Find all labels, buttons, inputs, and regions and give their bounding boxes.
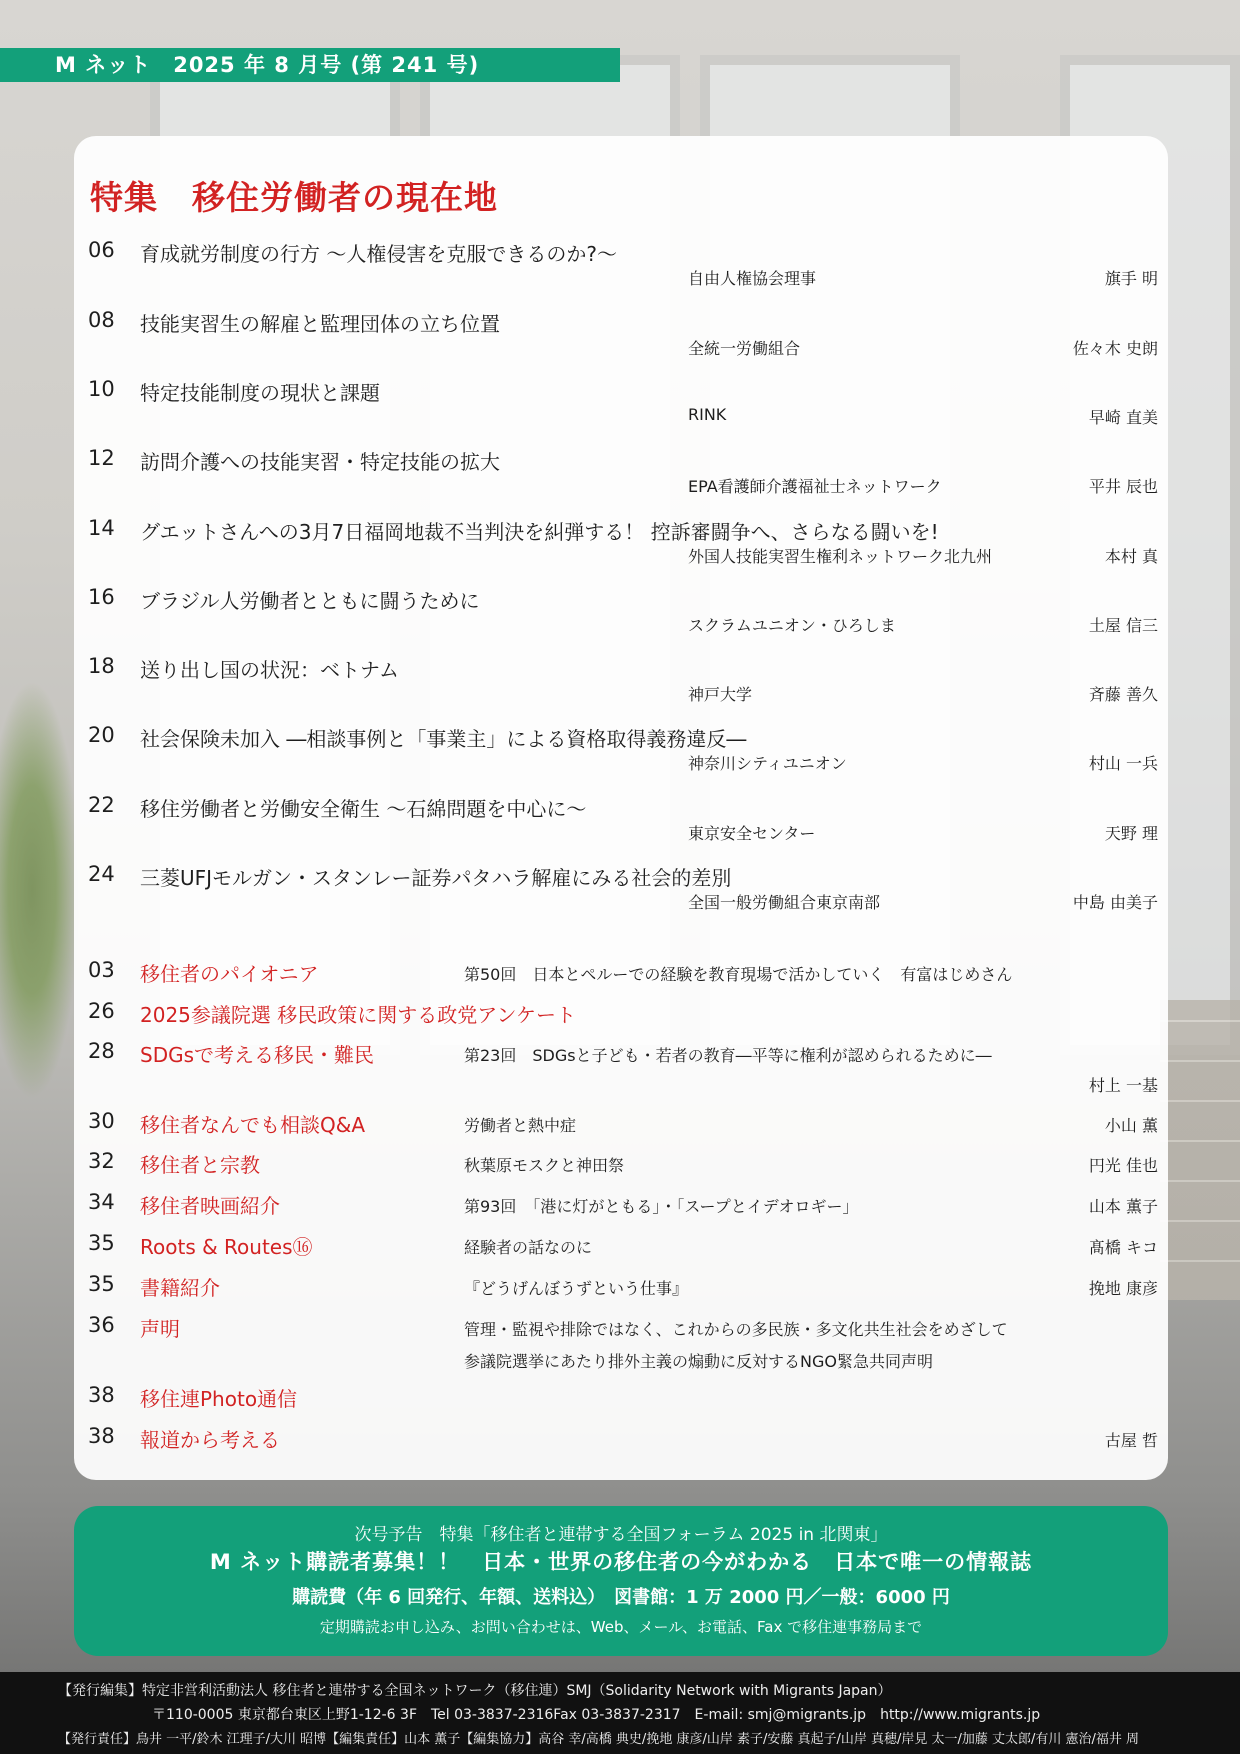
author-affiliation: RINK (688, 405, 727, 424)
author-affiliation: 全統一労働組合 (688, 339, 801, 358)
background-plant (0, 680, 80, 1100)
page-number: 16 (88, 585, 115, 609)
page-number: 28 (88, 1039, 115, 1063)
page-number: 38 (88, 1383, 115, 1407)
author-affiliation: スクラムユニオン・ひろしま (688, 616, 896, 635)
author-affiliation: 自由人権協会理事 (688, 269, 817, 288)
author-affiliation: 神戸大学 (688, 685, 753, 704)
page-number: 08 (88, 308, 115, 332)
article-title: ブラジル人労働者とともに闘うために (140, 589, 480, 613)
author-name: 旗手 明 (1104, 269, 1158, 288)
subscription-contact: 定期購読お申し込み、お問い合わせは、Web、メール、お電話、Fax で移住連事務局まで (319, 1618, 923, 1636)
page-number: 18 (88, 654, 115, 678)
background-tiles (1160, 1000, 1240, 1300)
page-number: 14 (88, 516, 115, 540)
page-number: 32 (88, 1149, 115, 1173)
page-number: 35 (88, 1231, 115, 1255)
author-affiliation: 神奈川シティユニオン (688, 754, 847, 773)
page-number: 30 (88, 1109, 115, 1133)
column-description: 経験者の話なのに (464, 1238, 593, 1257)
column-description: 『どうげんぼうずという仕事』 (464, 1279, 689, 1298)
author-name: 円光 佳也 (1088, 1156, 1158, 1175)
author-affiliation: EPA看護師介護福祉士ネットワーク (688, 477, 942, 496)
page-number: 36 (88, 1313, 115, 1337)
page-number: 26 (88, 999, 115, 1023)
author-name: 村山 一兵 (1088, 754, 1158, 773)
author-name: 佐々木 史朗 (1072, 339, 1158, 358)
author-name: 山本 薫子 (1088, 1197, 1158, 1216)
author-name: 中島 由美子 (1072, 893, 1158, 912)
author-name: 髙橋 キコ (1088, 1238, 1158, 1257)
column-title: 移住者と宗教 (140, 1153, 260, 1177)
author-name: 平井 辰也 (1088, 477, 1158, 496)
page-number: 03 (88, 958, 115, 982)
promo-box (74, 1506, 1168, 1656)
colophon (0, 1672, 1240, 1754)
author-name: 土屋 信三 (1088, 616, 1158, 635)
article-title: 社会保険未加入 ―相談事例と「事業主」による資格取得義務違反― (140, 727, 747, 751)
author-affiliation: 東京安全センター (688, 824, 816, 843)
author-name: 村上 一基 (1088, 1076, 1158, 1095)
column-title: 移住者映画紹介 (140, 1194, 280, 1218)
article-title: 訪問介護への技能実習・特定技能の拡大 (140, 450, 500, 474)
page-number: 06 (88, 238, 115, 262)
next-issue-notice: 次号予告 特集「移住者と連帯する全国フォーラム 2025 in 北関東」 (354, 1525, 888, 1545)
page-number: 20 (88, 723, 115, 747)
column-title: 書籍紹介 (140, 1276, 220, 1300)
author-name: 古屋 哲 (1104, 1431, 1158, 1450)
article-title: 移住労働者と労働安全衛生 〜石綿問題を中心に〜 (140, 797, 587, 821)
address-line: 〒110-0005 東京都台東区上野1-12-6 3F Tel 03-3837-2316Fax 03-3837-2317 E-mail: smj@migrants.jp http://www.migrants.jp (152, 1707, 1041, 1723)
author-affiliation: 全国一般労働組合東京南部 (688, 893, 881, 912)
column-title: 移住連Photo通信 (140, 1387, 298, 1411)
author-name: 斉藤 善久 (1088, 685, 1158, 704)
page-number: 22 (88, 793, 115, 817)
author-name: 天野 理 (1104, 824, 1158, 843)
subscription-headline: M ネット購読者募集！！ 日本・世界の移住者の今がわかる 日本で唯一の情報誌 (209, 1550, 1033, 1574)
column-description-2: 参議院選挙にあたり排外主義の煽動に反対するNGO緊急共同声明 (464, 1352, 933, 1371)
column-description: 第93回 「港に灯がともる」・「スープとイデオロギー」 (464, 1197, 859, 1216)
author-name: 早崎 直美 (1088, 408, 1158, 427)
issue-header-bar: M ネット 2025 年 8 月号 (第 241 号) (0, 48, 620, 82)
publisher-line: 【発行編集】特定非営利活動法人 移住者と連帯する全国ネットワーク（移住連）SMJ（Solidarity Network with Migrants Japan） (58, 1683, 892, 1699)
article-title: グエットさんへの3月7日福岡地裁不当判決を糾弾する！ 控訴審闘争へ、さらなる闘いを! (140, 520, 939, 544)
column-description: 労働者と熱中症 (464, 1116, 577, 1135)
column-description: 管理・監視や排除ではなく、これからの多民族・多文化共生社会をめざして (464, 1320, 1008, 1339)
article-title: 送り出し国の状況：ベトナム (140, 658, 399, 682)
column-description: 第50回 日本とペルーでの経験を教育現場で活かしていく 有富はじめさん (464, 965, 1013, 984)
page-number: 34 (88, 1190, 115, 1214)
article-title: 三菱UFJモルガン・スタンレー証券パタハラ解雇にみる社会的差別 (140, 866, 732, 890)
feature-title: 特集 移住労働者の現在地 (90, 178, 498, 217)
author-name: 本村 真 (1104, 547, 1158, 566)
column-title: 移住者のパイオニア (140, 962, 319, 986)
column-title: 2025参議院選 移民政策に関する政党アンケート (140, 1003, 577, 1027)
column-description: 第23回 SDGsと子ども・若者の教育―平等に権利が認められるために― (464, 1046, 992, 1065)
author-name: 小山 薫 (1104, 1116, 1158, 1135)
column-title: 声明 (140, 1317, 180, 1341)
column-description: 秋葉原モスクと神田祭 (464, 1156, 625, 1175)
author-name: 挽地 康彦 (1088, 1279, 1158, 1298)
page-number: 10 (88, 377, 115, 401)
article-title: 技能実習生の解雇と監理団体の立ち位置 (140, 312, 500, 336)
editors-line: 【発行責任】鳥井 一平/鈴木 江理子/大川 昭博【編集責任】山本 薫子【編集協力】高谷 幸/高橋 典史/挽地 康彦/山岸 素子/安藤 真起子/山岸 真穂/岸見 太一/加藤 丈太郎/有川 憲治/福井 周 (58, 1732, 1140, 1747)
column-title: Roots & Routes⑯ (140, 1235, 313, 1259)
page-number: 35 (88, 1272, 115, 1296)
column-title: 報道から考える (140, 1428, 280, 1452)
column-title: 移住者なんでも相談Q&A (140, 1113, 366, 1137)
author-affiliation: 外国人技能実習生権利ネットワーク北九州 (688, 547, 993, 566)
page-number: 38 (88, 1424, 115, 1448)
subscription-price: 購読費（年 6 回発行、年額、送料込） 図書館：1 万 2000 円／一般：6000 円 (292, 1587, 950, 1608)
page-number: 12 (88, 446, 115, 470)
article-title: 育成就労制度の行方 〜人権侵害を克服できるのか?〜 (140, 242, 617, 266)
article-title: 特定技能制度の現状と課題 (140, 381, 380, 405)
page-number: 24 (88, 862, 115, 886)
column-title: SDGsで考える移民・難民 (140, 1043, 375, 1067)
